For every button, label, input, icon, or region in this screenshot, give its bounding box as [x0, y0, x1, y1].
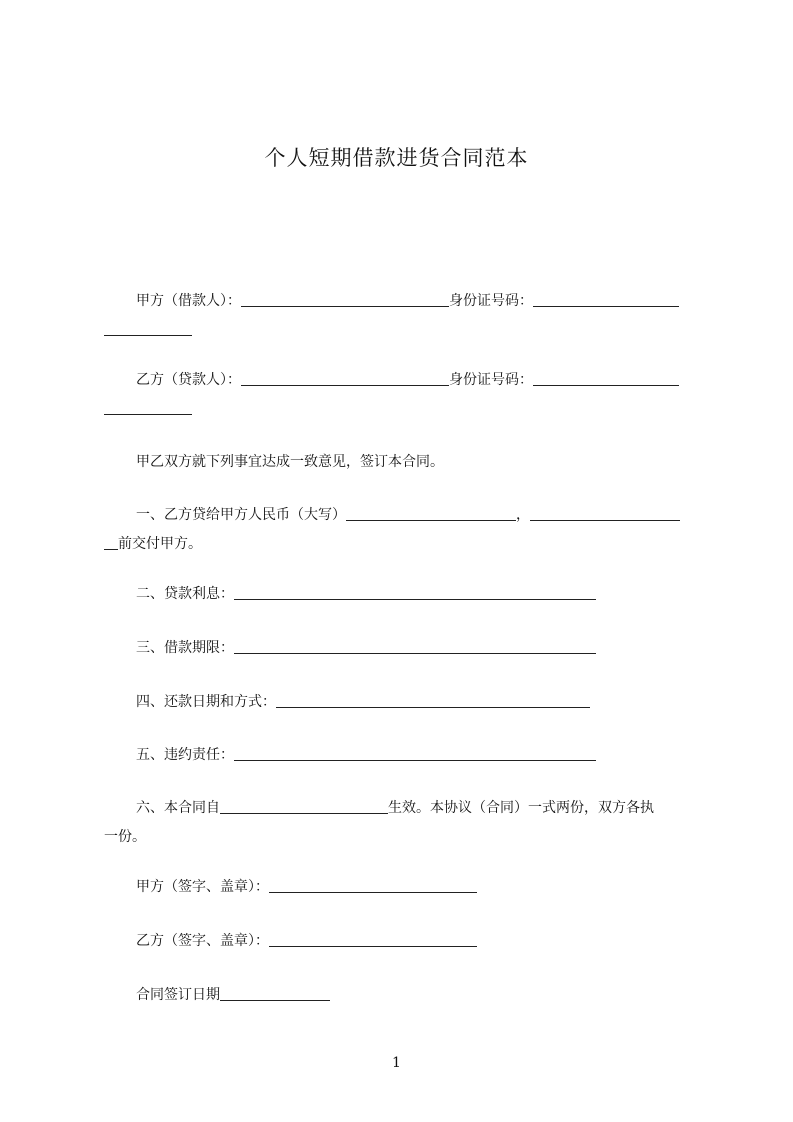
clause-1-prefix: 一、乙方贷给甲方人民币（大写）: [136, 507, 346, 523]
intro-text: 甲乙双方就下列事宜达成一致意见，签订本合同。: [136, 454, 444, 470]
clause-6-continued: [104, 823, 702, 852]
sign-a-label: 甲方（签字、盖章）：: [136, 879, 269, 895]
clause-5: [104, 741, 702, 770]
party-a-line: [104, 287, 702, 316]
party-b-line: [104, 366, 702, 395]
party-a-name-field[interactable]: [241, 292, 449, 307]
party-a-id-field[interactable]: [533, 292, 679, 307]
sign-b-field[interactable]: [269, 932, 477, 947]
clause-1-continued: [104, 530, 702, 559]
sign-date-field[interactable]: [220, 986, 330, 1001]
party-b-name-field[interactable]: [241, 371, 449, 386]
clause-2-label: 二、贷款利息：: [136, 586, 234, 602]
clause-6-text: 生效。本协议（合同）一式两份，双方各执: [388, 800, 654, 816]
clause-6-text-2: 一份。: [104, 829, 146, 845]
sign-date: [104, 981, 702, 1010]
clause-3-label: 三、借款期限：: [136, 640, 234, 656]
clause-4-label: 四、还款日期和方式：: [136, 694, 276, 710]
loan-term-field[interactable]: [234, 639, 596, 654]
intro-paragraph: [104, 448, 702, 477]
clause-5-label: 五、违约责任：: [136, 747, 234, 763]
amount-uppercase-field[interactable]: [346, 506, 516, 521]
page-number: 1: [392, 1055, 401, 1071]
loan-interest-field[interactable]: [234, 585, 596, 600]
party-a-line-continued: [104, 316, 702, 345]
document-title: 个人短期借款进货合同范本: [264, 146, 529, 170]
party-a-id-field-continued[interactable]: [104, 321, 192, 336]
party-b-line-continued: [104, 395, 702, 424]
clause-1-comma: ，: [516, 507, 530, 523]
sign-b: [104, 927, 702, 956]
repayment-field[interactable]: [276, 693, 590, 708]
delivery-date-field[interactable]: [104, 535, 118, 550]
party-a-id-label: 身份证号码：: [449, 293, 533, 309]
party-a-label: 甲方（借款人）：: [136, 293, 241, 309]
party-b-label: 乙方（贷款人）：: [136, 372, 241, 388]
clause-6: [104, 794, 702, 823]
party-b-id-label: 身份证号码：: [449, 372, 533, 388]
sign-b-label: 乙方（签字、盖章）：: [136, 933, 269, 949]
effective-date-field[interactable]: [220, 799, 388, 814]
clause-1-suffix: 前交付甲方。: [118, 536, 202, 552]
sign-a-field[interactable]: [269, 878, 477, 893]
clause-2: [104, 580, 702, 609]
amount-field[interactable]: [530, 506, 680, 521]
sign-a: [104, 873, 702, 902]
party-b-id-field-continued[interactable]: [104, 400, 192, 415]
party-b-id-field[interactable]: [533, 371, 679, 386]
clause-6-prefix: 六、本合同自: [136, 800, 220, 816]
liability-field[interactable]: [234, 746, 596, 761]
clause-3: [104, 634, 702, 663]
clause-1: [104, 501, 702, 530]
sign-date-label: 合同签订日期: [136, 987, 220, 1003]
clause-4: [104, 688, 702, 717]
